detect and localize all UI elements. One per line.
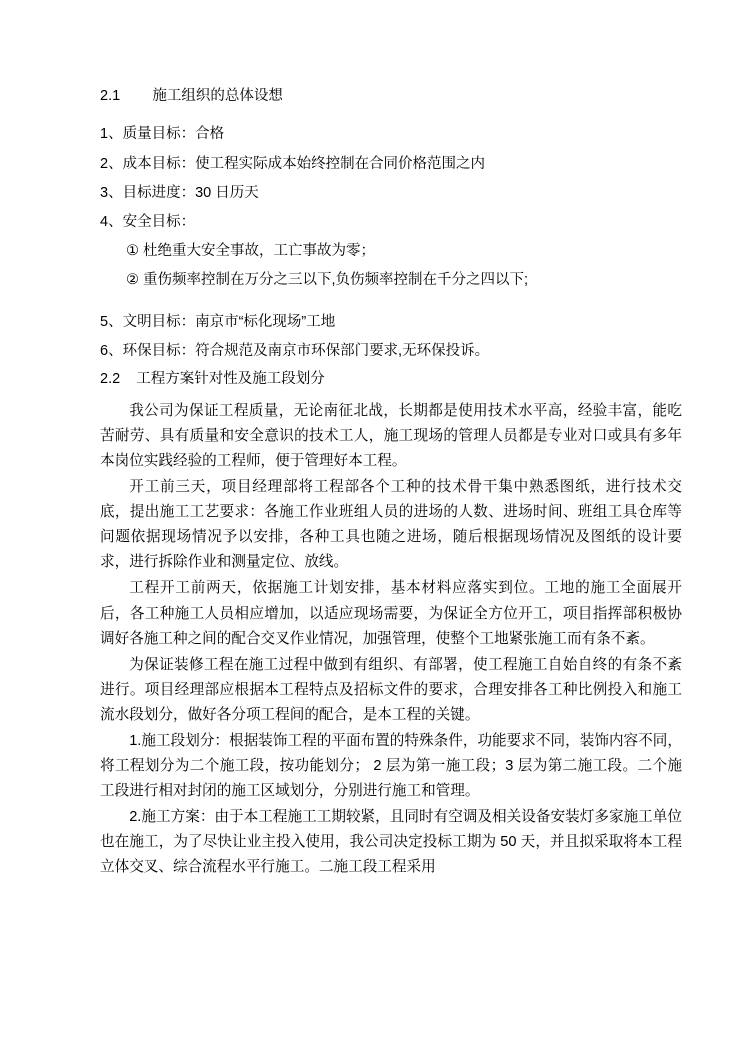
goal-line-civilized: 5、文明目标：南京市“标化现场”工地	[100, 314, 336, 331]
paragraph-material-plan: 工程开工前两天，依据施工计划安排，基本材料应落实到位。工地的施工全面展开后，各工种施工人员相应增加，以适应现场需要，为保证全方位开工，项目指挥部积极协调好各施工种之间的配合交叉作业情况，加强管理，使整个工地紧张施工而有条不紊。	[100, 580, 682, 647]
goal-line-safety-item-2: ② 重伤频率控制在万分之三以下,负伤频率控制在千分之四以下;	[126, 272, 529, 289]
paragraph-organization: 为保证装修工程在施工过程中做到有组织、有部署，使工程施工自始自终的有条不紊进行。项目经理部应根据本工程特点及招标文件的要求，合理安排各工种比例投入和施工流水段划分，做好各分项工程间的配合，是本工程的关键。	[100, 656, 682, 723]
goal-line-cost: 2、成本目标：使工程实际成本始终控制在合同价格范围之内	[100, 155, 486, 172]
paragraph-section-division: 1.施工段划分：根据装饰工程的平面布置的特殊条件，功能要求不同，装饰内容不同，将工程划分为二个施工段，按功能划分； 2 层为第一施工段；3 层为第二施工段。二个施工段进行相对封闭的施工区域划分，分别进行施工和管理。	[100, 733, 682, 800]
goal-line-quality: 1、质量目标：合格	[100, 126, 225, 143]
paragraph-quality-staff: 我公司为保证工程质量，无论南征北战，长期都是使用技术水平高，经验丰富，能吃苦耐劳、具有质量和安全意识的技术工人，施工现场的管理人员都是专业对口或具有多年本岗位实践经验的工程师，便于管理好本工程。	[100, 402, 682, 469]
goal-line-safety: 4、安全目标：	[100, 213, 196, 230]
section-heading-2-1: 2.1 施工组织的总体设想	[100, 88, 283, 104]
goal-line-environment: 6、环保目标：符合规范及南京市环保部门要求,无环保投诉。	[100, 343, 490, 360]
section-heading-2-2: 2.2 工程方案针对性及施工段划分	[100, 371, 325, 388]
paragraph-spacer	[100, 300, 682, 313]
goal-line-schedule: 3、目标进度：30 日历天	[100, 184, 259, 201]
goal-line-safety-item-1: ① 杜绝重大安全事故，工亡事故为零；	[126, 242, 376, 259]
paragraph-construction-plan: 2.施工方案：由于本工程施工工期较紧，且同时有空调及相关设备安装灯多家施工单位也在施工，为了尽快让业主投入使用，我公司决定投标工期为 50 天，并且拟采取将本工程立体交叉、综合流程水平行施工。二施工段工程采用	[100, 809, 682, 876]
paragraph-pre-start-briefing: 开工前三天，项目经理部将工程部各个工种的技术骨干集中熟悉图纸，进行技术交底，提出施工工艺要求：各施工作业班组人员的进场的人数、进场时间、班组工具仓库等问题依据现场情况予以安排，各种工具也随之进场，随后根据现场情况及图纸的设计要求，进行拆除作业和测量定位、放线。	[100, 479, 682, 571]
document-body	[100, 88, 682, 881]
